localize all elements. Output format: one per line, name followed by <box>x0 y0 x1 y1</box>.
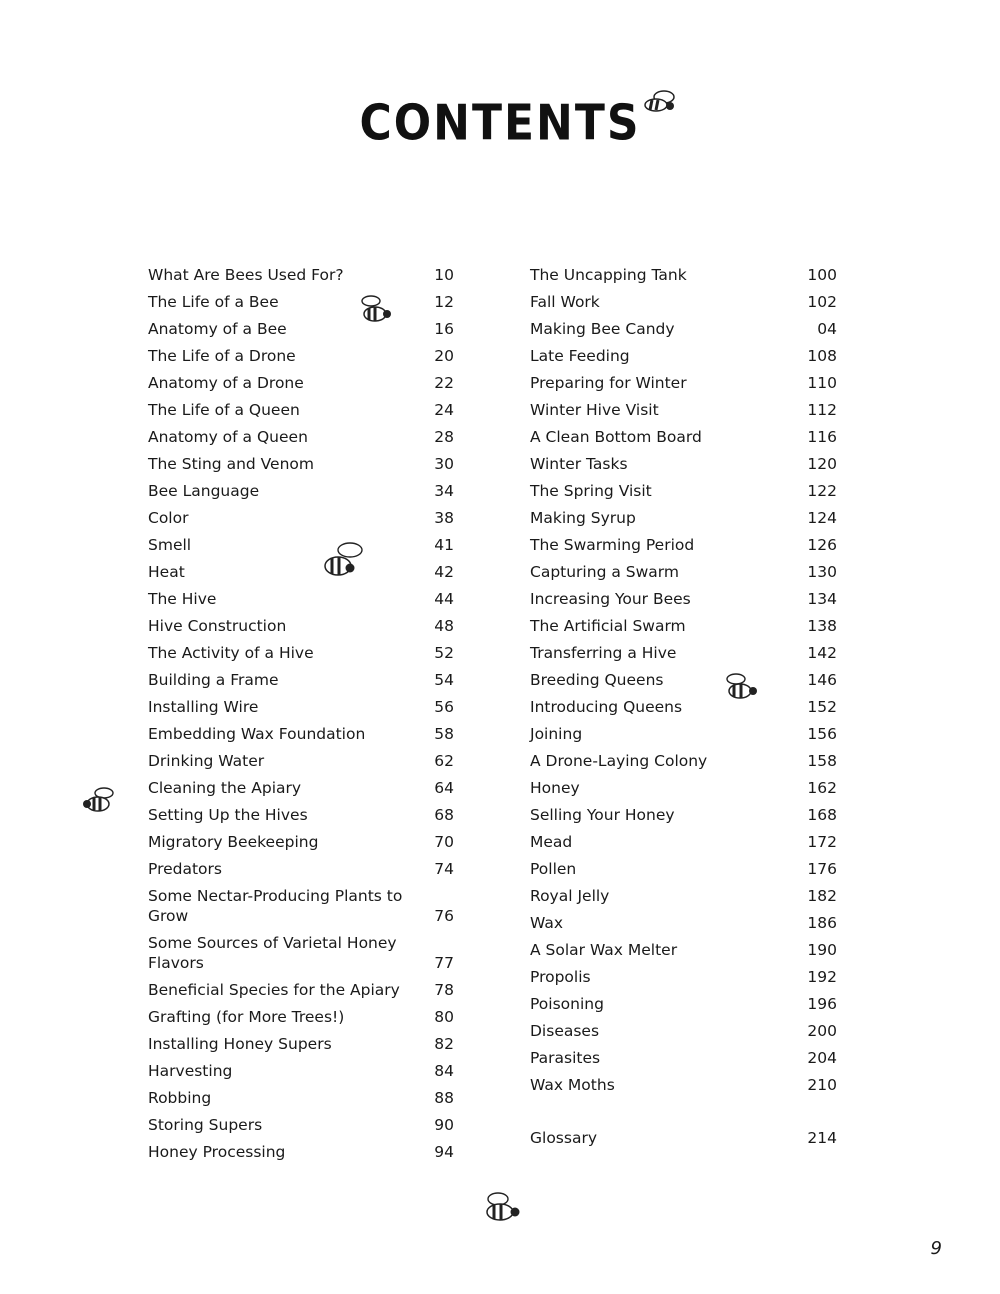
toc-entry-page: 88 <box>434 1089 454 1107</box>
toc-entry-title: Beneficial Species for the Apiary <box>148 981 400 999</box>
toc-entry-page: 102 <box>807 293 837 311</box>
toc-entry-title: Poisoning <box>530 995 604 1013</box>
toc-entry-page: 192 <box>807 968 837 986</box>
toc-entry-title: The Life of a Bee <box>148 293 279 311</box>
toc-entry-page: 200 <box>807 1022 837 1040</box>
toc-entry-title: A Drone-Laying Colony <box>530 752 708 770</box>
toc-entry[interactable] <box>148 555 454 582</box>
toc-entry-page: 138 <box>807 617 837 635</box>
toc-entry-title: A Clean Bottom Board <box>530 428 702 446</box>
toc-entry[interactable] <box>148 973 454 1000</box>
toc-entry-page: 112 <box>807 401 837 419</box>
toc-entry-title: The Artificial Swarm <box>530 617 686 635</box>
toc-entry-title: The Life of a Queen <box>148 401 300 419</box>
toc-entry[interactable] <box>148 1108 454 1135</box>
toc-entry[interactable] <box>530 744 837 771</box>
toc-entry-page: 58 <box>434 725 454 743</box>
toc-entry-title: Hive Construction <box>148 617 287 635</box>
toc-entry-page: 120 <box>807 455 837 473</box>
toc-entry[interactable] <box>148 366 454 393</box>
toc-entry-page: 64 <box>434 779 454 797</box>
toc-entry-page: 158 <box>807 752 837 770</box>
toc-entry[interactable] <box>530 690 837 717</box>
toc-entry[interactable] <box>148 474 454 501</box>
toc-entry-page: 204 <box>807 1049 837 1067</box>
toc-entry-title: Anatomy of a Bee <box>148 320 287 338</box>
toc-entry[interactable] <box>530 771 837 798</box>
toc-entry-title: Cleaning the Apiary <box>148 779 302 797</box>
toc-entry-page: 196 <box>807 995 837 1013</box>
toc-entry[interactable] <box>530 339 837 366</box>
toc-entry-title: Fall Work <box>530 293 600 311</box>
toc-entry-title: The Activity of a Hive <box>148 644 314 662</box>
toc-entry-page: 172 <box>807 833 837 851</box>
toc-entry-title: Diseases <box>530 1022 600 1040</box>
toc-entry[interactable] <box>148 528 454 555</box>
toc-entry[interactable] <box>530 987 837 1014</box>
toc-entry[interactable] <box>148 690 454 717</box>
toc-entry-title: Installing Wire <box>148 698 259 716</box>
toc-entry[interactable] <box>530 555 837 582</box>
toc-entry-page: 24 <box>434 401 454 419</box>
toc-entry-page: 116 <box>807 428 837 446</box>
toc-entry-title: Drinking Water <box>148 752 265 770</box>
toc-entry-page: 146 <box>807 671 837 689</box>
toc-entry[interactable] <box>530 852 837 879</box>
toc-entry-title: Storing Supers <box>148 1116 263 1134</box>
toc-entry[interactable] <box>148 771 454 798</box>
toc-entry-page: 214 <box>807 1129 837 1147</box>
toc-entry-page: 38 <box>434 509 454 527</box>
toc-entry-title: Wax Moths <box>530 1076 615 1094</box>
toc-entry-page: 04 <box>817 320 837 338</box>
toc-entry-page: 62 <box>434 752 454 770</box>
toc-entry-title: A Solar Wax Melter <box>530 941 678 959</box>
toc-entry-title: Honey Processing <box>148 1143 286 1161</box>
toc-entry-title: Building a Frame <box>148 671 279 689</box>
bee-icon <box>640 88 682 118</box>
toc-entry-title: Mead <box>530 833 573 851</box>
toc-entry-title: Anatomy of a Queen <box>148 428 308 446</box>
toc-entry-title: The Uncapping Tank <box>530 266 687 284</box>
toc-entry[interactable] <box>530 717 837 744</box>
toc-entry-page: 84 <box>434 1062 454 1080</box>
toc-entry-title: Grafting (for More Trees!) <box>148 1008 345 1026</box>
toc-entry-page: 16 <box>434 320 454 338</box>
toc-entry-title: Joining <box>530 725 583 743</box>
toc-entry-page: 41 <box>434 536 454 554</box>
toc-entry-title: Propolis <box>530 968 591 986</box>
toc-entry-title: Bee Language <box>148 482 260 500</box>
toc-entry[interactable] <box>148 1054 454 1081</box>
toc-entry[interactable] <box>148 582 454 609</box>
page-title: CONTENTS <box>359 94 641 153</box>
toc-entry-page: 190 <box>807 941 837 959</box>
toc-entry-page: 22 <box>434 374 454 392</box>
toc-entry-title: Robbing <box>148 1089 212 1107</box>
toc-entry[interactable] <box>530 1014 837 1041</box>
toc-entry-page: 80 <box>434 1008 454 1026</box>
toc-entry-page: 10 <box>434 266 454 284</box>
toc-entry-title: Color <box>148 509 189 527</box>
toc-entry-title: Preparing for Winter <box>530 374 687 392</box>
toc-entry[interactable] <box>148 1081 454 1108</box>
toc-entry[interactable] <box>530 1121 837 1148</box>
toc-entry[interactable] <box>530 879 837 906</box>
toc-entry-page: 28 <box>434 428 454 446</box>
toc-entry-page: 70 <box>434 833 454 851</box>
toc-entry[interactable] <box>148 1000 454 1027</box>
toc-entry-page: 152 <box>807 698 837 716</box>
toc-left-column <box>148 258 454 1162</box>
toc-entry[interactable] <box>530 312 837 339</box>
toc-entry-page: 34 <box>434 482 454 500</box>
toc-entry-title: Heat <box>148 563 185 581</box>
toc-entry-title: Royal Jelly <box>530 887 610 905</box>
toc-entry-title: Transferring a Hive <box>530 644 677 662</box>
toc-entry-title: Breeding Queens <box>530 671 664 689</box>
toc-entry-page: 108 <box>807 347 837 365</box>
toc-entry-title: Some Nectar-Producing Plants to Grow <box>148 887 403 925</box>
toc-entry[interactable] <box>148 717 454 744</box>
toc-entry-page: 94 <box>434 1143 454 1161</box>
toc-entry[interactable] <box>148 609 454 636</box>
toc-entry-page: 130 <box>807 563 837 581</box>
toc-entry-title: Anatomy of a Drone <box>148 374 304 392</box>
toc-entry[interactable] <box>530 528 837 555</box>
toc-entry-title: The Life of a Drone <box>148 347 296 365</box>
toc-entry-page: 42 <box>434 563 454 581</box>
toc-entry-title: The Hive <box>148 590 217 608</box>
toc-entry-title: Installing Honey Supers <box>148 1035 332 1053</box>
toc-entry[interactable] <box>148 825 454 852</box>
toc-entry-page: 126 <box>807 536 837 554</box>
toc-entry-page: 78 <box>434 981 454 999</box>
toc-entry-page: 48 <box>434 617 454 635</box>
toc-entry-title: Setting Up the Hives <box>148 806 308 824</box>
toc-entry[interactable] <box>148 879 454 926</box>
toc-entry-title: Parasites <box>530 1049 601 1067</box>
toc-entry-title: The Spring Visit <box>530 482 652 500</box>
toc-entry-page: 74 <box>434 860 454 878</box>
toc-entry-title: Predators <box>148 860 222 878</box>
toc-entry[interactable] <box>530 1041 837 1068</box>
toc-right-column <box>530 258 837 1148</box>
toc-entry-page: 142 <box>807 644 837 662</box>
toc-entry-title: Making Syrup <box>530 509 636 527</box>
toc-entry-page: 176 <box>807 860 837 878</box>
toc-entry-page: 110 <box>807 374 837 392</box>
toc-entry[interactable] <box>530 258 837 285</box>
toc-entry[interactable] <box>530 798 837 825</box>
toc-entry-page: 182 <box>807 887 837 905</box>
toc-entry-title: What Are Bees Used For? <box>148 266 344 284</box>
toc-entry-page: 210 <box>807 1076 837 1094</box>
toc-entry-page: 124 <box>807 509 837 527</box>
toc-entry-page: 12 <box>434 293 454 311</box>
toc-entry[interactable] <box>148 339 454 366</box>
toc-entry-page: 44 <box>434 590 454 608</box>
toc-entry[interactable] <box>530 960 837 987</box>
toc-entry[interactable] <box>530 1068 837 1095</box>
toc-entry[interactable] <box>148 744 454 771</box>
toc-entry-page: 20 <box>434 347 454 365</box>
toc-entry[interactable] <box>148 1135 454 1162</box>
toc-entry[interactable] <box>530 933 837 960</box>
toc-entry-page: 82 <box>434 1035 454 1053</box>
toc-entry[interactable] <box>148 798 454 825</box>
toc-entry-title: Wax <box>530 914 564 932</box>
toc-entry-page: 68 <box>434 806 454 824</box>
toc-entry-title: Increasing Your Bees <box>530 590 691 608</box>
toc-entry-title: Smell <box>148 536 192 554</box>
toc-entry[interactable] <box>148 636 454 663</box>
toc-entry-page: 76 <box>434 907 454 925</box>
toc-entry-title: Winter Tasks <box>530 455 628 473</box>
toc-entry-title: Harvesting <box>148 1062 233 1080</box>
toc-entry[interactable] <box>530 582 837 609</box>
toc-entry-title: Honey <box>530 779 580 797</box>
toc-entry[interactable] <box>148 1027 454 1054</box>
toc-entry[interactable] <box>148 852 454 879</box>
toc-entry-title: Introducing Queens <box>530 698 683 716</box>
toc-entry-title: Glossary <box>530 1129 597 1147</box>
toc-entry-title: Selling Your Honey <box>530 806 675 824</box>
toc-entry-title: Making Bee Candy <box>530 320 675 338</box>
toc-entry-title: Migratory Beekeeping <box>148 833 319 851</box>
toc-entry-title: Late Feeding <box>530 347 630 365</box>
toc-entry-page: 90 <box>434 1116 454 1134</box>
toc-entry-page: 54 <box>434 671 454 689</box>
toc-entry[interactable] <box>530 825 837 852</box>
toc-entry-page: 168 <box>807 806 837 824</box>
toc-entry[interactable] <box>530 447 837 474</box>
toc-entry[interactable] <box>530 474 837 501</box>
toc-entry[interactable] <box>530 366 837 393</box>
toc-entry-page: 77 <box>434 954 454 972</box>
toc-entry-page: 134 <box>807 590 837 608</box>
toc-entry-page: 156 <box>807 725 837 743</box>
toc-entry[interactable] <box>148 501 454 528</box>
toc-entry-page: 56 <box>434 698 454 716</box>
toc-entry-title: Winter Hive Visit <box>530 401 659 419</box>
toc-entry-title: Some Sources of Varietal Honey Flavors <box>148 934 397 972</box>
toc-entry[interactable] <box>148 663 454 690</box>
toc-entry-page: 122 <box>807 482 837 500</box>
page-number: 9 <box>930 1238 942 1259</box>
toc-entry-title: Capturing a Swarm <box>530 563 679 581</box>
toc-entry[interactable] <box>530 663 837 690</box>
toc-entry[interactable] <box>530 285 837 312</box>
toc-entry[interactable] <box>148 393 454 420</box>
toc-entry-title: Pollen <box>530 860 577 878</box>
toc-entry-title: Embedding Wax Foundation <box>148 725 366 743</box>
toc-entry[interactable] <box>148 447 454 474</box>
bee-icon <box>80 785 118 817</box>
toc-entry[interactable] <box>530 906 837 933</box>
toc-entry[interactable] <box>530 420 837 447</box>
toc-entry[interactable] <box>530 636 837 663</box>
toc-entry-page: 186 <box>807 914 837 932</box>
toc-entry-title: The Swarming Period <box>530 536 695 554</box>
toc-entry[interactable] <box>530 609 837 636</box>
toc-entry-page: 30 <box>434 455 454 473</box>
toc-entry[interactable] <box>148 312 454 339</box>
toc-entry[interactable] <box>148 258 454 285</box>
toc-entry[interactable] <box>530 393 837 420</box>
toc-entry-page: 100 <box>807 266 837 284</box>
toc-entry[interactable] <box>148 926 454 973</box>
toc-entry-page: 52 <box>434 644 454 662</box>
toc-entry-title: The Sting and Venom <box>148 455 314 473</box>
bee-icon <box>478 1190 524 1226</box>
toc-entry[interactable] <box>148 420 454 447</box>
toc-entry-page: 162 <box>807 779 837 797</box>
toc-entry[interactable] <box>530 501 837 528</box>
toc-entry[interactable] <box>148 285 454 312</box>
